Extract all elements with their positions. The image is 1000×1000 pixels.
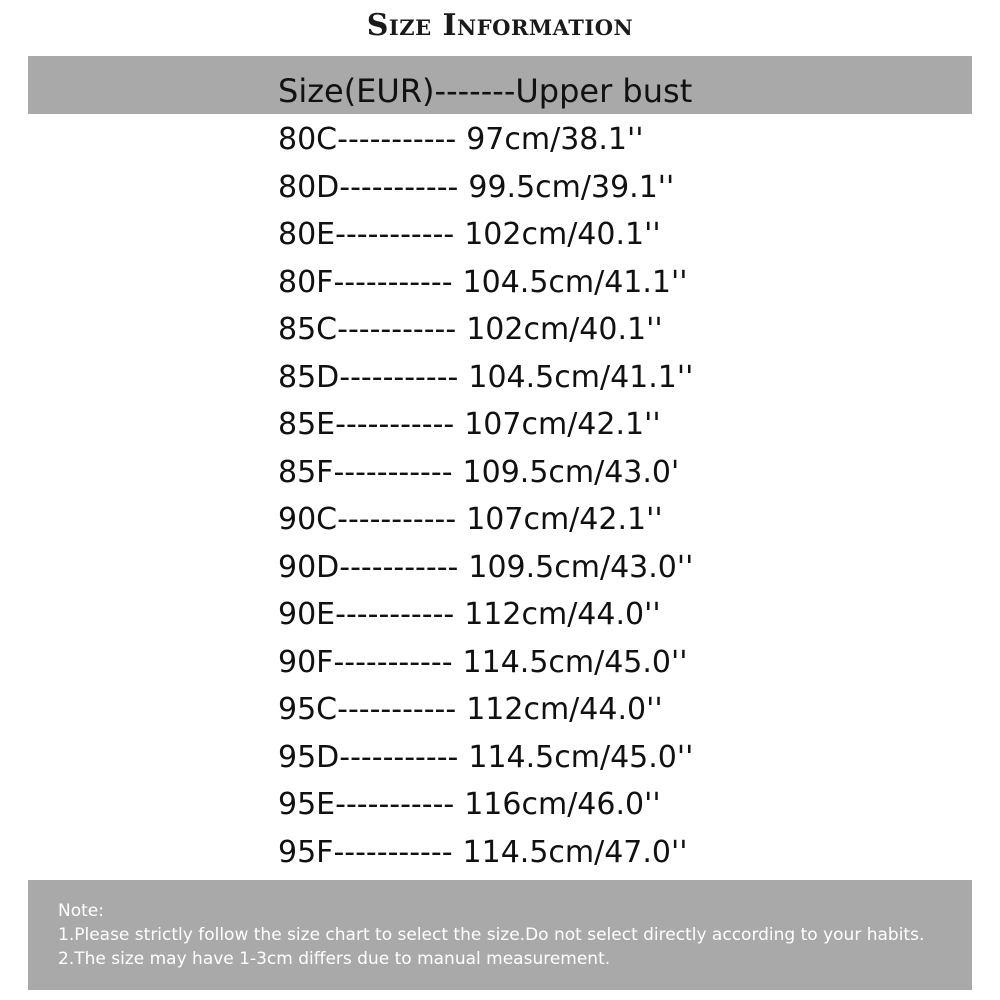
upper-bust-value: 104.5cm/41.1'': [468, 359, 694, 395]
row-separator: -----------: [339, 169, 459, 205]
size-row: [278, 164, 978, 212]
size-row: [278, 686, 978, 734]
row-separator: -----------: [335, 407, 455, 443]
size-code: 90F: [278, 644, 334, 680]
size-row: [278, 354, 978, 402]
size-code: 80E: [278, 217, 336, 253]
size-row: [278, 781, 978, 829]
size-code: 85E: [278, 407, 336, 443]
upper-bust-value: 104.5cm/41.1'': [462, 264, 688, 300]
size-code: 85F: [278, 454, 334, 490]
size-row: [278, 496, 978, 544]
size-row: [278, 734, 978, 782]
size-code: 90C: [278, 502, 338, 538]
row-separator: -----------: [337, 122, 457, 158]
size-row: [278, 591, 978, 639]
row-separator: -----------: [333, 264, 453, 300]
size-code: 90E: [278, 597, 336, 633]
size-code: 85D: [278, 359, 340, 395]
size-code: 95C: [278, 692, 338, 728]
size-code: 80F: [278, 264, 334, 300]
note-line-2: 2.The size may have 1-3cm differs due to manual measurement.: [58, 949, 611, 969]
row-separator: -----------: [333, 454, 453, 490]
size-list: [278, 116, 978, 876]
upper-bust-value: 109.5cm/43.0'': [468, 549, 694, 585]
size-row: [278, 829, 978, 877]
row-separator: -----------: [337, 692, 457, 728]
note-heading: Note:: [58, 901, 104, 921]
size-row: [278, 211, 978, 259]
row-separator: -----------: [339, 359, 459, 395]
upper-bust-value: 102cm/40.1'': [464, 217, 661, 253]
size-code: 95F: [278, 834, 334, 870]
upper-bust-value: 97cm/38.1'': [466, 122, 644, 158]
upper-bust-value: 116cm/46.0'': [464, 787, 661, 823]
upper-bust-value: 102cm/40.1'': [466, 312, 663, 348]
note-box: [28, 880, 972, 990]
size-row: [278, 639, 978, 687]
row-separator: -----------: [335, 597, 455, 633]
size-row: [278, 401, 978, 449]
upper-bust-value: 109.5cm/43.0': [462, 454, 680, 490]
size-code: 85C: [278, 312, 338, 348]
row-separator: -----------: [335, 787, 455, 823]
size-code: 95E: [278, 787, 336, 823]
row-separator: -----------: [335, 217, 455, 253]
size-row: [278, 116, 978, 164]
size-code: 90D: [278, 549, 340, 585]
row-separator: -----------: [337, 312, 457, 348]
upper-bust-value: 112cm/44.0'': [464, 597, 661, 633]
size-row: [278, 259, 978, 307]
upper-bust-value: 107cm/42.1'': [466, 502, 663, 538]
size-row: [278, 306, 978, 354]
size-code: 80C: [278, 122, 338, 158]
upper-bust-value: 114.5cm/45.0'': [462, 644, 688, 680]
size-row: [278, 449, 978, 497]
row-separator: -----------: [339, 739, 459, 775]
table-header-label: Size(EUR)-------Upper bust: [278, 72, 693, 110]
row-separator: -----------: [339, 549, 459, 585]
upper-bust-value: 112cm/44.0'': [466, 692, 663, 728]
size-code: 95D: [278, 739, 340, 775]
size-code: 80D: [278, 169, 340, 205]
row-separator: -----------: [333, 644, 453, 680]
row-separator: -----------: [337, 502, 457, 538]
upper-bust-value: 114.5cm/45.0'': [468, 739, 694, 775]
upper-bust-value: 107cm/42.1'': [464, 407, 661, 443]
note-line-1: 1.Please strictly follow the size chart to select the size.Do not select directly according to your habits.: [58, 925, 925, 945]
upper-bust-value: 114.5cm/47.0'': [462, 834, 688, 870]
upper-bust-value: 99.5cm/39.1'': [468, 169, 675, 205]
row-separator: -----------: [333, 834, 453, 870]
page-title: Size Information: [366, 8, 634, 43]
size-row: [278, 544, 978, 592]
